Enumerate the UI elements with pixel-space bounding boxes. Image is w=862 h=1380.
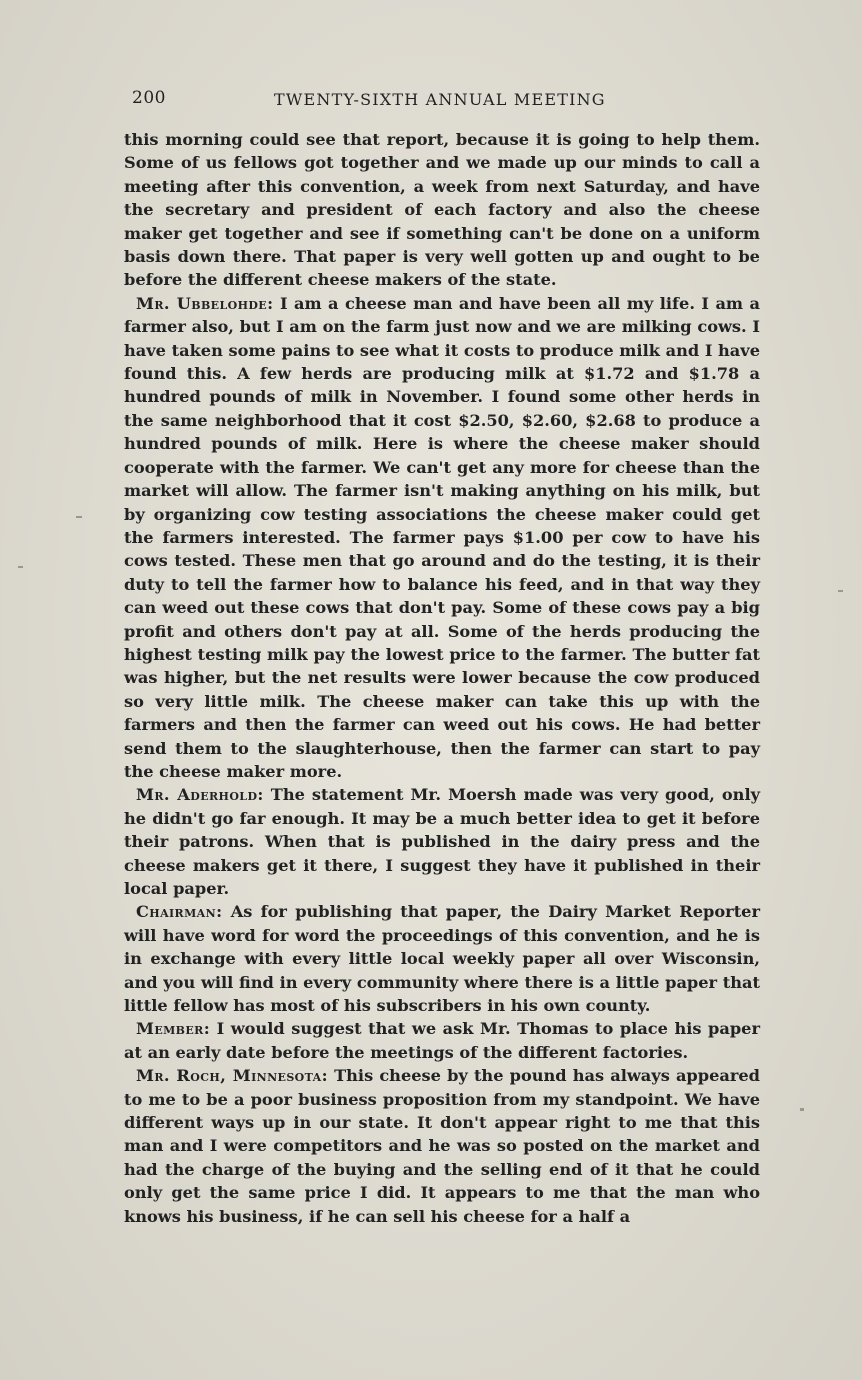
paragraph xyxy=(124,128,760,292)
running-title: TWENTY-SIXTH ANNUAL MEETING xyxy=(274,90,606,109)
scan-speck xyxy=(838,590,843,592)
paragraph xyxy=(124,900,760,1017)
paragraph-text: The statement Mr. Moersh made was very good, only he didn't go far enough. It may be a much better idea to get it before their patrons. When that is published in the dairy press and the cheese makers get it there, I suggest they have it published in their local paper. xyxy=(124,785,760,898)
page-number: 200 xyxy=(132,88,166,108)
speaker-name: Chairman: xyxy=(136,902,223,922)
scan-speck xyxy=(800,1108,804,1111)
paragraph xyxy=(124,1064,760,1228)
paragraph xyxy=(124,292,760,784)
speaker-name: Mr. Aderhold: xyxy=(136,785,264,805)
paragraph-text: As for publishing that paper, the Dairy Market Reporter will have word for word the proceedings of this convention, and he is in exchange with every little local weekly paper all over Wisconsin, and you will find in every community where there is a little paper that little fellow has most of his subscribers in his own county. xyxy=(124,902,760,1016)
running-head xyxy=(132,88,762,114)
paragraph xyxy=(124,783,760,900)
paragraph-text: I would suggest that we ask Mr. Thomas to place his paper at an early date before the meetings of the different factories. xyxy=(124,1019,761,1062)
paragraph-text: I am a cheese man and have been all my life. I am a farmer also, but I am on the farm just now and we are milking cows. I have taken some pains to see what it costs to produce milk and I have found this. A few herds are producing milk at $1.72 and $1.78 a hundred pounds of milk in November. I found some other herds in the same neighborhood that it cost $2.50, $2.60, $2.68 to produce a hundred pounds of milk. Here is where the cheese maker should cooperate with the farmer. We can't get any more for cheese than the market will allow. The farmer isn't making anything on his milk, but by organizing cow testing associations the cheese maker could get the farmers interested. The farmer pays $1.00 per cow to have his cows tested. These men that go around and do the testing, it is their duty to tell the farmer how to balance his feed, and in that way they can weed out these cows that don't pay. Some of these cows pay a big profit and others don't pay at all. Some of the herds producing the highest testing milk pay the lowest price to the farmer. The butter fat was higher, but the net results were lower because the cow produced so very little milk. The cheese maker can take this up with the farmers and then the farmer can weed out his cows. He had better send them to the slaughterhouse, then the farmer can start to pay the cheese maker more. xyxy=(124,293,761,781)
paragraph-text: This cheese by the pound has always appeared to me to be a poor business proposition from my standpoint. We have different ways up in our state. It don't appear right to me that this man and I were competitors and he was so posted on the market and had the charge of the buying and the selling end of it that he could only get the same price I did. It appears to me that the man who knows his business, if he can sell his cheese for a half a xyxy=(124,1066,761,1226)
paragraph xyxy=(124,1017,760,1064)
scan-speck xyxy=(18,566,23,568)
scan-speck xyxy=(76,516,82,518)
body-text xyxy=(124,128,760,1228)
speaker-name: Mr. Ubbelohde: xyxy=(136,293,274,313)
speaker-name: Mr. Roch, Minnesota: xyxy=(136,1066,328,1086)
speaker-name: Member: xyxy=(136,1019,211,1039)
paragraph-text: this morning could see that report, because it is going to help them. Some of us fellows got together and we made up our minds to call a meeting after this convention, a week from next Saturday, and have the secretary and president of each factory and also the cheese maker get together and see if something can't be done on a uniform basis down there. That paper is very well gotten up and ought to be before the different cheese makers of the state. xyxy=(124,130,760,290)
